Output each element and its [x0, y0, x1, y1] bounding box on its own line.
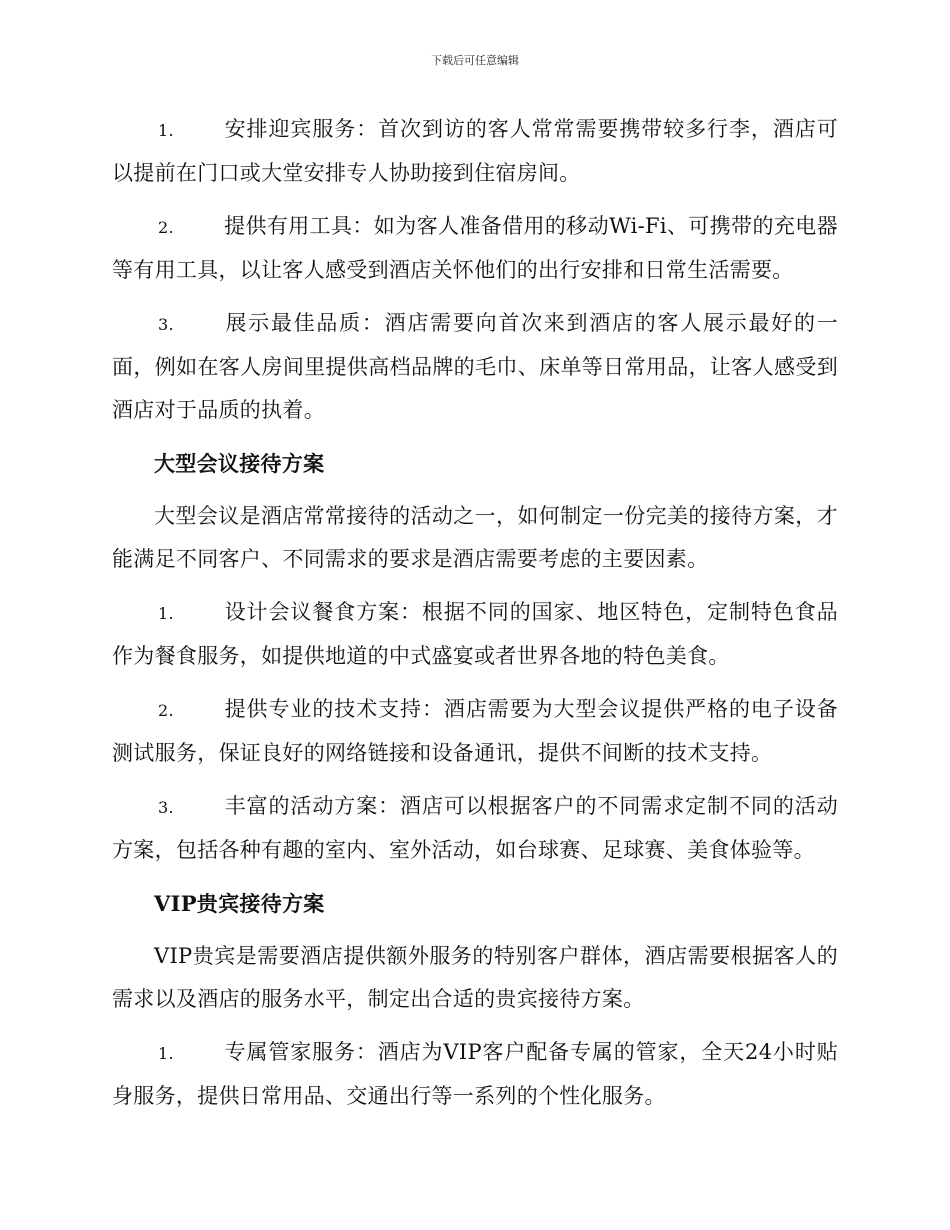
- list-number: 1.: [158, 121, 174, 140]
- list-number: 1.: [158, 1044, 174, 1063]
- list-item: [112, 302, 838, 432]
- list-item: [112, 205, 838, 292]
- list-item-text: 安排迎宾服务：首次到访的客人常常需要携带较多行李，酒店可以提前在门口或大堂安排专人协助接到住宿房间。: [112, 117, 838, 185]
- paragraph: 大型会议是酒店常常接待的活动之一，如何制定一份完美的接待方案，才能满足不同客户、不同需求的要求是酒店需要考虑的主要因素。: [112, 504, 838, 571]
- list-item: [112, 591, 838, 678]
- list-number: 3.: [158, 798, 174, 817]
- list-item: [112, 785, 838, 872]
- list-number: 3.: [158, 315, 174, 334]
- document-body: [112, 108, 838, 1128]
- list-item-text: 提供有用工具：如为客人准备借用的移动Wi-Fi、可携带的充电器等有用工具，以让客人感受到酒店关怀他们的出行安排和日常生活需要。: [112, 214, 838, 282]
- paragraph: VIP贵宾是需要酒店提供额外服务的特别客户群体，酒店需要根据客人的需求以及酒店的服务水平，制定出合适的贵宾接待方案。: [112, 944, 838, 1011]
- list-number: 2.: [158, 701, 174, 720]
- page-header: 下载后可任意编辑: [431, 54, 519, 67]
- list-item-text: 设计会议餐食方案：根据不同的国家、地区特色，定制特色食品作为餐食服务，如提供地道的中式盛宴或者世界各地的特色美食。: [112, 600, 838, 668]
- list-item-text: 丰富的活动方案：酒店可以根据客户的不同需求定制不同的活动方案，包括各种有趣的室内、室外活动，如台球赛、足球赛、美食体验等。: [112, 794, 838, 862]
- list-item-text: 展示最佳品质：酒店需要向首次来到酒店的客人展示最好的一面，例如在客人房间里提供高档品牌的毛巾、床单等日常用品，让客人感受到酒店对于品质的执着。: [112, 311, 838, 422]
- list-item-text: 专属管家服务：酒店为VIP客户配备专属的管家，全天24小时贴身服务，提供日常用品、交通出行等一系列的个性化服务。: [112, 1040, 838, 1108]
- section-heading: 大型会议接待方案: [154, 451, 325, 476]
- section-heading: VIP贵宾接待方案: [154, 891, 325, 916]
- list-item-text: 提供专业的技术支持：酒店需要为大型会议提供严格的电子设备测试服务，保证良好的网络链接和设备通讯，提供不间断的技术支持。: [112, 697, 838, 765]
- list-number: 2.: [158, 218, 174, 237]
- list-number: 1.: [158, 604, 174, 623]
- list-item: [112, 1031, 838, 1118]
- list-item: [112, 108, 838, 195]
- list-item: [112, 688, 838, 775]
